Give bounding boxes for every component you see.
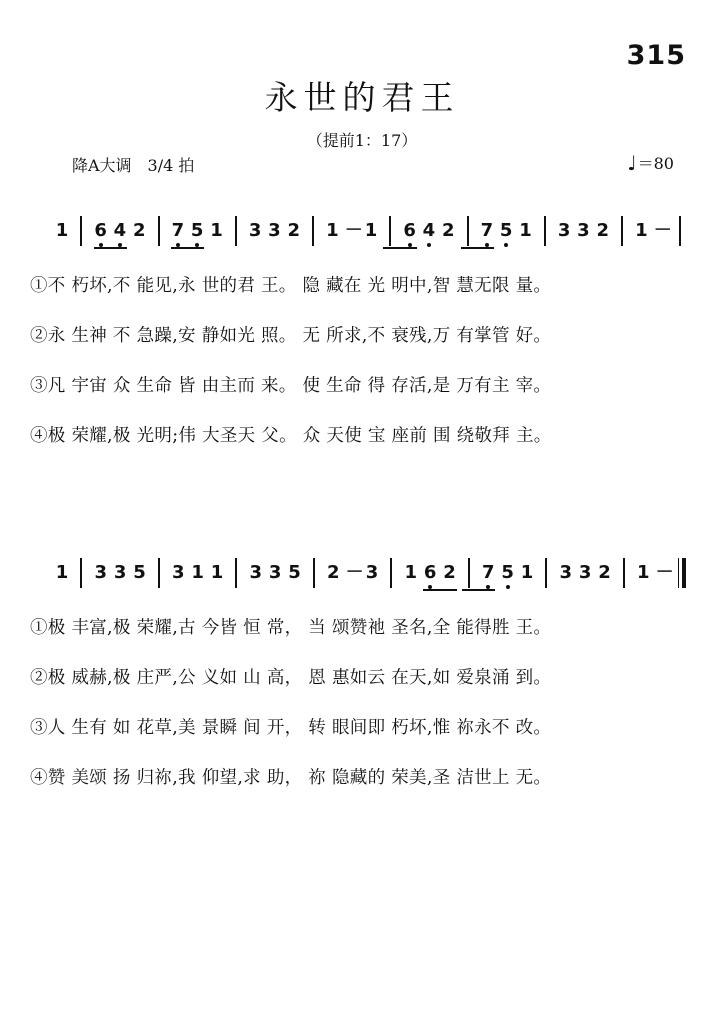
note-digit: 2 [287,220,301,241]
barline [544,216,546,246]
note-digit: 3 [365,562,379,583]
note-digit: 2 [598,562,611,583]
barline [313,558,315,588]
note-digit: 3 [249,562,263,583]
barline [80,558,82,588]
note-digit: 6 [423,558,437,598]
lyric-line: ③人 生有 如 花草,美 景瞬 间 开， 转 眼间即 朽坏,惟 祢永不 改。 [30,718,552,738]
note-digit: 1 [364,220,378,241]
lower-octave-dot [506,585,510,589]
lower-octave-dot [504,243,508,247]
barline [235,558,237,588]
note-digit: 3 [578,562,592,583]
note-digit: 5 [288,562,301,583]
note-digit: 2 [326,562,340,583]
eighth-note-underline [462,589,495,591]
note-digit: 2 [441,220,455,241]
barline [679,216,681,246]
key-signature: 降A大调 3/4 拍 [72,156,195,175]
notation-line-2 [0,558,724,598]
lyric-line: ③凡 宇宙 众 生命 皆 由主而 来。 使 生命 得 存活,是 万有主 宰。 [30,376,552,396]
barline [312,216,314,246]
barline [389,216,391,246]
barline [158,216,160,246]
note-digit: 3 [268,220,281,241]
lyric-line: ①不 朽坏,不 能见,永 世的君 王。 隐 藏在 光 明中,智 慧无限 量。 [30,276,552,296]
barline [235,216,237,246]
note-digit: 1 [191,562,204,583]
lyric-line: ②极 威赫,极 庄严,公 义如 山 高， 恩 惠如云 在天,如 爱泉涌 到。 [30,668,552,688]
final-barline [678,558,686,588]
note-digit: 3 [559,562,573,583]
lyric-line: ④极 荣耀,极 光明;伟 大圣天 父。 众 天使 宝 座前 围 绕敬拜 主。 [30,426,552,446]
note-digit: 3 [94,562,108,583]
eighth-note-underline [94,247,127,249]
note-digit: 4 [113,216,127,256]
note-digit: 7 [481,558,495,598]
lower-octave-dot [427,243,431,247]
note-digit: 5 [501,558,515,598]
tempo-value: ＝80 [637,154,674,173]
lyric-line: ①极 丰富,极 荣耀,古 今皆 恒 常， 当 颂赞祂 圣名,全 能得胜 王。 [30,618,552,638]
note-digit: 5 [133,562,146,583]
note-digit: 6 [403,216,417,256]
eighth-note-underline [423,589,456,591]
sustain-dash: － [653,220,672,241]
barline [623,558,625,588]
note-digit: 1 [210,562,224,583]
lyric-line: ④赞 美颂 扬 归祢,我 仰望,求 助， 祢 隐藏的 荣美,圣 洁世上 无。 [30,768,552,788]
eighth-note-underline [383,247,416,249]
note-digit: 1 [635,220,648,241]
note-digit: 7 [480,216,494,256]
tempo-marking [627,151,674,174]
note-digit: 3 [577,220,590,241]
sustain-dash: － [655,562,674,583]
barline [158,558,160,588]
notation-line-1 [0,216,724,256]
note-digit: 6 [94,216,108,256]
note-digit: 2 [443,562,456,583]
note-digit: 3 [113,562,127,583]
eighth-note-underline [171,247,204,249]
note-digit: 5 [499,216,513,256]
barline [621,216,623,246]
scripture-reference: （提前1：17） [306,131,418,150]
note-digit: 1 [326,220,339,241]
lyric-line: ②永 生神 不 急躁,安 静如光 照。 无 所求,不 衰残,万 有掌管 好。 [30,326,552,346]
note-digit: 1 [636,562,650,583]
note-digit: 1 [55,220,69,241]
eighth-note-underline [461,247,494,249]
note-digit: 4 [422,216,436,256]
hymn-number: 315 [626,40,686,71]
barline [468,558,470,588]
quarter-note-icon: ♩ [627,150,637,175]
note-digit: 1 [404,562,418,583]
barline [467,216,469,246]
note-digit: 1 [520,562,534,583]
barline [545,558,547,588]
barline [390,558,392,588]
note-digit: 7 [171,216,185,256]
note-digit: 1 [210,220,223,241]
note-digit: 5 [190,216,204,256]
note-digit: 2 [596,220,610,241]
note-digit: 3 [268,562,282,583]
barline [80,216,82,246]
note-digit: 1 [519,220,532,241]
sustain-dash: － [344,220,363,241]
note-digit: 3 [171,562,185,583]
note-digit: 1 [55,562,69,583]
hymn-title: 永世的君王 [264,78,460,117]
note-digit: 3 [248,220,262,241]
note-digit: 3 [557,220,571,241]
note-digit: 2 [132,220,146,241]
sustain-dash: － [345,562,364,583]
